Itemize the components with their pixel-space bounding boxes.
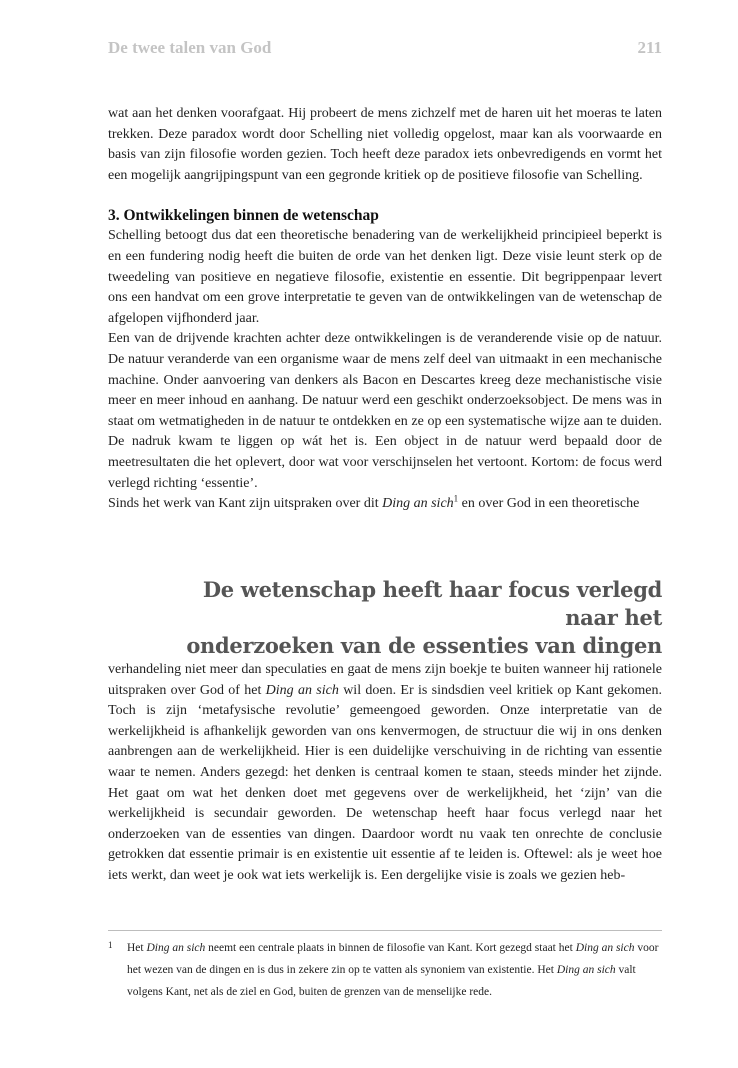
footnote-text-1: Het <box>127 942 147 954</box>
footnote-text-4: valt volgens Kant, net als de ziel en God, buiten de grenzen van de menselijke rede. <box>127 964 636 998</box>
running-head <box>108 38 662 62</box>
footnote-italic-3: Ding an sich <box>556 964 616 976</box>
section-paragraph-2: Een van de drijvende krachten achter deze ontwikkelingen is de veranderende visie op de natuur. De natuur veranderde van een organisme waar de mens zelf deel van uitmaakt in een mechanische machine. Onder aanvoering van denkers als Bacon en Descartes kreeg deze mechanistische visie meer en meer inhoud en aanhang. De natuur werd een geschikt onderzoeksobject. De mens was in staat om wetmatigheden in de natuur te ontdekken en ze op een systematische wijze aan te duiden. De nadruk kwam te liggen op wát het is. Een object in de natuur werd bepaald door de meetresultaten die het oplevert, door wat voor verschijnselen het vertoont. Kortom: de focus werd verlegd richting ‘essentie’. <box>108 331 662 491</box>
section-paragraph-3 <box>108 494 662 515</box>
continuation-italic-term: Ding an sich <box>265 682 339 698</box>
footnote-text-3: voor het wezen van de dingen en is dus in zekere zin op te vatten als synoniem van existentie. Het <box>127 942 659 976</box>
continuation-paragraph <box>108 660 662 887</box>
body-text-top <box>108 104 662 515</box>
footnote-mark: 1 <box>108 940 113 950</box>
intro-paragraph: wat aan het denken voorafgaat. Hij probeert de mens zichzelf met de haren uit het moeras te laten trekken. Deze paradox wordt door Schelling niet volledig opgelost, maar kan als voorwaarde en basis van zijn filosofie worden gezien. Toch heeft deze paradox iets onbevredigends en vormt het een mogelijk aangrijpingspunt van een gegronde kritiek op de positieve filosofie van Schelling. <box>108 106 662 183</box>
pull-quote-line-1: De wetenschap heeft haar focus verlegd naar het <box>202 577 662 630</box>
section-heading: 3. Ontwikkelingen binnen de wetenschap <box>108 207 379 225</box>
continuation-text-start: verhandeling niet meer dan speculaties en gaat de mens zijn boekje te buiten wanneer hij rationele uitspraken over God of het <box>108 662 662 698</box>
page-number: 211 <box>637 38 662 57</box>
footnote-divider <box>108 930 662 931</box>
footnote-text-2: neemt een centrale plaats in binnen de filosofie van Kant. Kort gezegd staat het <box>205 942 576 954</box>
section-paragraph-1: Schelling betoogt dus dat een theoretische benadering van de werkelijkheid principieel beperkt is en een fundering nodig heeft die buiten de orde van het denken ligt. Deze visie leunt sterk op de tweedeling van positieve en negatieve filosofie, existentie en essentie. Dit begrippenpaar levert ons een handvat om een grove interpretatie te geven van de ontwikkelingen van de wetenschap de afgelopen vijfhonderd jaar. <box>108 228 662 326</box>
pull-quote-line-2: onderzoeken van de essenties van dingen <box>186 633 662 658</box>
running-title: De twee talen van God <box>108 38 272 57</box>
footnote-reference: 1 <box>453 493 459 504</box>
footnote-italic-1: Ding an sich <box>146 942 206 954</box>
footnote-italic-2: Ding an sich <box>575 942 635 954</box>
paragraph-3-italic-term: Ding an sich <box>382 496 454 512</box>
footnote-text <box>127 937 662 1003</box>
footnote <box>108 937 662 1003</box>
pull-quote <box>150 576 662 660</box>
paragraph-3-text-start: Sinds het werk van Kant zijn uitspraken over dit <box>108 496 383 512</box>
paragraph-3-text-end: en over God in een theoretische <box>458 496 640 512</box>
body-text-bottom <box>108 660 662 887</box>
continuation-text-end: wil doen. Er is sindsdien veel kritiek op Kant gekomen. Toch is zijn ‘metafysische revolutie’ gemeengoed geworden. Onze interpretatie van de werkelijkheid is afhankelijk geworden van ons kenvermogen, de structuur die wij in ons denken aanbrengen aan de werkelijkheid. Hier is een duidelijke verschuiving in de richting van essentie waar te nemen. Anders gezegd: het denken is centraal komen te staan, steeds minder het zijnde. Het gaat om wat het denken doet met gegevens over de werkelijkheid, het ‘zijn’ van die werkelijkheid is secundair geworden. De wetenschap heeft haar focus verlegd naar het onderzoeken van de essenties van dingen. Daardoor wordt nu vaak ten onrechte de conclusie getrokken dat essentie primair is en existentie uit essentie af te leiden is. Oftewel: als je weet hoe iets werkt, dan weet je ook wat iets werkelijk is. Een dergelijke visie is zoals we gezien heb- <box>108 682 662 883</box>
